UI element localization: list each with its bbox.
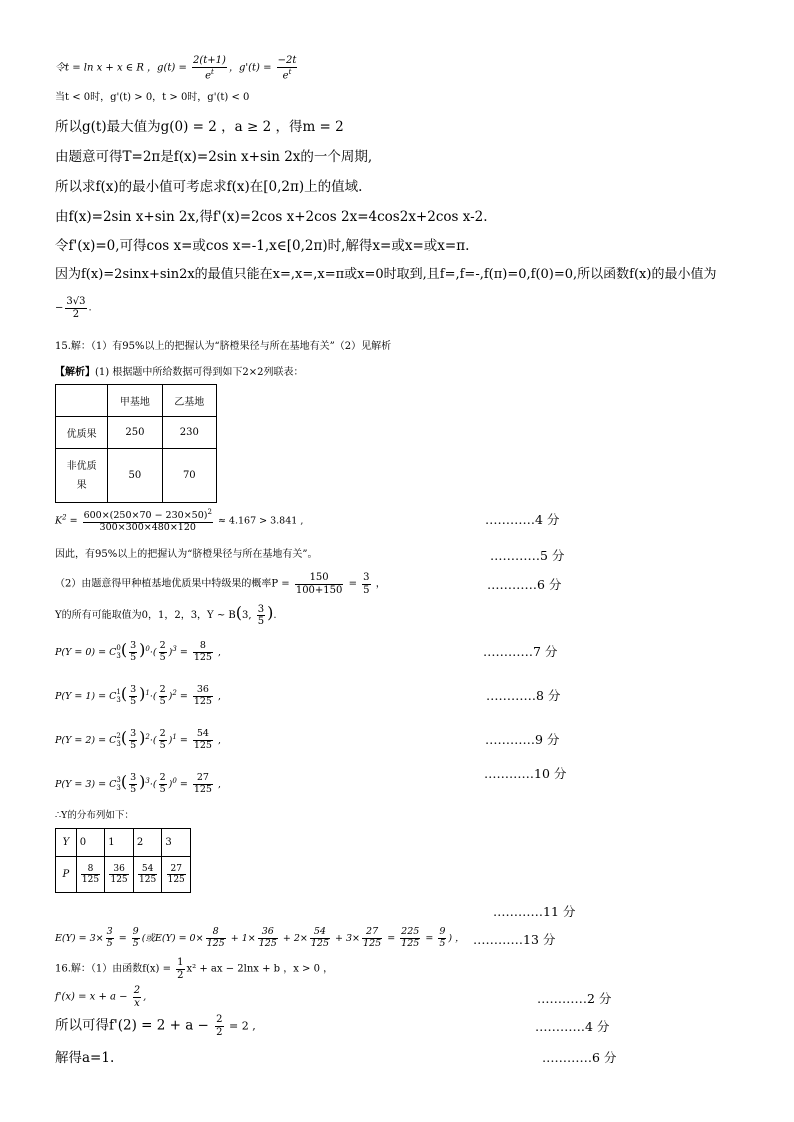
p-fraction-1: $\frac{150}{100+150}$	[295, 572, 343, 596]
analysis-tag: 【解析】	[55, 367, 95, 378]
score-mark: …………7 分	[483, 644, 558, 659]
conclusion-line: 因此，有95%以上的把握认为“脐橙果径与所在基地有关”。	[55, 549, 318, 560]
score-11: …………11 分	[493, 904, 576, 919]
row-label-quality: 优质果	[56, 417, 108, 449]
dist-p0: $\frac{8}{125}$	[81, 863, 100, 885]
probability-line: P(Y = 0) = C 0 3 ( $\frac{3}{5}$ )$^0$·( $\frac{2}{5}$ )$^3$ = $\frac{8}{125}$ ,	[55, 640, 222, 663]
probability-p-line: （2）由题意得甲种植基地优质果中特级果的概率P = $\frac{150}{100+150}$ = $\frac{3}{5}$ ，	[55, 572, 386, 596]
line-zeros: 令f'(x)=0,可得cos x=或cos x=-1,x∈[0,2π)时,解得x=或x=或x=π.	[55, 238, 470, 254]
q15-header: 15.解：（1）有95%以上的把握认为“脐橙果径与所在基地有关”（2）见解析	[55, 341, 392, 352]
k2-formula: $K^2$ = $\frac{600\times(250\times 70 - 230\times 50)^2}{300\times 300\times 480\times 120}$ ≈ 4.167 > 3.841 ,	[55, 508, 304, 534]
line-range: 所以求f(x)的最小值可考虑求f(x)在[0,2π)上的值域.	[55, 179, 363, 195]
gprime-fraction: $\frac{-2t}{e^t}$	[277, 55, 297, 81]
probability-value: $\frac{36}{125}$	[193, 684, 212, 707]
line-max-value: 所以g(t)最大值为g(0) = 2 ，a ≥ 2 ，得m = 2	[55, 119, 344, 135]
line-derivative: 由f(x)=2sin x+sin 2x,得f'(x)=2cos x+2cos 2x=4cos2x+2cos x-2.	[55, 209, 488, 225]
col-header-b: 乙基地	[162, 385, 216, 417]
probability-value: $\frac{27}{125}$	[193, 772, 212, 795]
fprime-line: f'(x) = x + a − $\frac{2}{x}$ ,	[55, 985, 147, 1009]
g-fraction: $\frac{2(t+1)}{e^t}$	[193, 55, 226, 81]
score-mark: …………9 分	[485, 732, 560, 747]
min-fraction: $\frac{3√3}{2}$	[66, 296, 86, 320]
probability-line: P(Y = 3) = C 3 3 ( $\frac{3}{5}$ )$^3$·( $\frac{2}{5}$ )$^0$ = $\frac{27}{125}$ ,	[55, 772, 222, 795]
dist-p1: $\frac{36}{125}$	[110, 863, 128, 885]
solution-line: 解得a=1.	[55, 1050, 115, 1066]
contingency-table: 甲基地 乙基地 优质果 250 230 非优质 果 50 70	[55, 384, 217, 503]
dist-title: ∴Y的分布列如下：	[55, 810, 134, 821]
distribution-table: Y 0 1 2 3 P $\frac{8}{125}$ $\frac{36}{125}$ $\frac{54}{125}$ $\frac{27}{125}$	[55, 828, 191, 893]
score-6: …………6 分	[487, 577, 562, 592]
score-4b: …………4 分	[535, 1019, 610, 1034]
score-5: …………5 分	[490, 548, 565, 563]
expectation-line: E(Y) = 3× $\frac{3}{5}$ = $\frac{9}{5}$ (或E(Y) = 0× $\frac{8}{125}$ + 1× $\frac{36}{125}$ + 2× $\frac{54}{125}$ + 3× $\frac{27}{125}$ = $\frac{225}{125}$ = $\frac{9}{5}$ ) ，	[55, 926, 465, 949]
score-6b: …………6 分	[542, 1050, 617, 1065]
score-4: …………4 分	[485, 512, 560, 527]
line-period: 由题意可得T=2π是f(x)=2sin x+sin 2x的一个周期,	[55, 149, 373, 165]
y-values-line: Y的所有可能取值为0，1，2，3，Y ~ B(3, $\frac{3}{5}$ ).	[55, 603, 277, 627]
probability-line: P(Y = 1) = C 1 3 ( $\frac{3}{5}$ )$^1$·( $\frac{2}{5}$ )$^2$ = $\frac{36}{125}$ ,	[55, 684, 222, 707]
gprime-text: ，g'(t) =	[228, 62, 275, 74]
line-minimum-value: − $\frac{3√3}{2}$ .	[55, 296, 92, 320]
p-fraction-2: $\frac{3}{5}$	[363, 572, 370, 596]
analysis-intro: 【解析】(1) 根据题中所给数据可得到如下2×2列联表：	[55, 367, 304, 378]
dist-p-header: P	[56, 857, 77, 893]
row-label-nonquality: 非优质 果	[56, 449, 108, 503]
t-definition-text: 令t = ln x + x ∈ R ，g(t) =	[55, 62, 191, 74]
line-extrema: 因为f(x)=2sinx+sin2x的最值只能在x=,x=,x=π或x=0时取到,且f=,f=-,f(π)=0,f(0)=0,所以函数f(x)的最小值为	[55, 267, 717, 282]
line-sign-analysis: 当t < 0时，g'(t) > 0，t > 0时，g'(t) < 0	[55, 92, 250, 103]
score-13: …………13 分	[473, 932, 556, 947]
probability-line: P(Y = 2) = C 2 3 ( $\frac{3}{5}$ )$^2$·( $\frac{2}{5}$ )$^1$ = $\frac{54}{125}$ ,	[55, 728, 222, 751]
probability-value: $\frac{54}{125}$	[193, 728, 212, 751]
score-mark: …………10 分	[484, 766, 567, 781]
q16-header: 16.解：（1）由函数f(x) = $\frac{1}{2}$ x² + ax − 2lnx + b ，x > 0 ，	[55, 957, 334, 981]
col-header-a: 甲基地	[108, 385, 162, 417]
k2-fraction: $\frac{600\times(250\times 70 - 230\times 50)^2}{300\times 300\times 480\times 120}$	[83, 508, 212, 534]
dist-y-header: Y	[56, 829, 77, 857]
score-mark: …………8 分	[486, 688, 561, 703]
line-t-definition	[55, 55, 299, 81]
dist-p3: $\frac{27}{125}$	[167, 863, 185, 885]
f2-line: 所以可得f'(2) = 2 + a − $\frac{2}{2}$ = 2 ,	[55, 1014, 256, 1038]
score-2: …………2 分	[537, 991, 612, 1006]
dist-p2: $\frac{54}{125}$	[139, 863, 157, 885]
probability-value: $\frac{8}{125}$	[193, 640, 212, 663]
